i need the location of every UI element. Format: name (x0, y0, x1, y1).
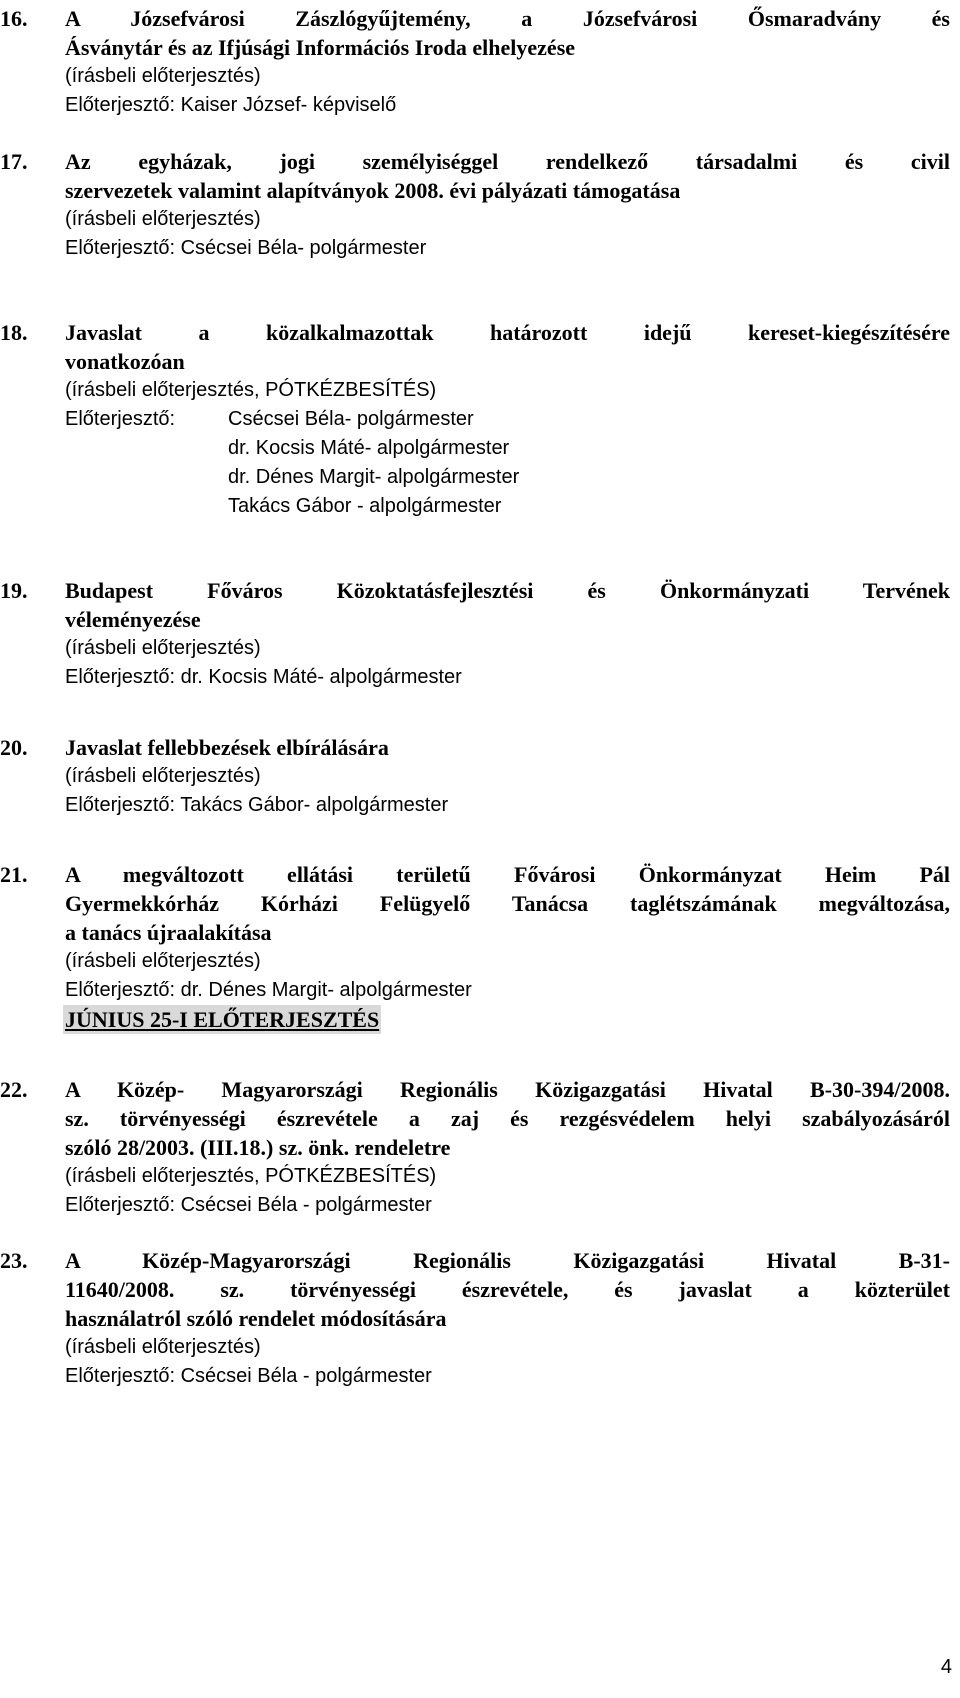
item-title (65, 860, 950, 947)
item-note: (írásbeli előterjesztés) (65, 65, 261, 87)
title-line: használatról szóló rendelet módosítására (65, 1306, 447, 1331)
title-line: Az egyházak, jogi személyiséggel rendelkező társadalmi és civil (65, 149, 950, 174)
item-note: (írásbeli előterjesztés, PÓTKÉZBESÍTÉS) (65, 379, 437, 401)
item-presenter: dr. Dénes Margit- alpolgármester (228, 466, 520, 488)
item-title (65, 4, 950, 62)
title-line: Javaslat a közalkalmazottak határozott idejű kereset-kiegészítésére (65, 320, 950, 345)
item-presenter: Előterjesztő: dr. Kocsis Máté- alpolgármester (65, 666, 462, 688)
item-note: (írásbeli előterjesztés) (65, 1336, 261, 1358)
item-title (65, 147, 950, 205)
item-title (65, 1246, 950, 1333)
item-presenter-label: Előterjesztő: (65, 408, 176, 430)
page-number: 4 (940, 1656, 952, 1678)
item-note: (írásbeli előterjesztés) (65, 637, 261, 659)
item-number: 22. (0, 1077, 28, 1102)
title-line: vonatkozóan (65, 349, 185, 374)
item-presenter: Takács Gábor - alpolgármester (228, 495, 502, 517)
item-title (65, 576, 950, 634)
item-presenter: Előterjesztő: Csécsei Béla - polgármester (65, 1365, 432, 1387)
item-number: 23. (0, 1248, 28, 1273)
title-line: sz. törvényességi észrevétele a zaj és rezgésvédelem helyi szabályozásáról (65, 1106, 950, 1131)
item-number: 18. (0, 320, 28, 345)
item-number: 21. (0, 862, 28, 887)
item-presenter: Csécsei Béla- polgármester (228, 408, 474, 430)
item-presenter: Előterjesztő: Csécsei Béla- polgármester (65, 237, 427, 259)
item-number: 20. (0, 735, 28, 760)
title-line: A megváltozott ellátási területű Fővárosi Önkormányzat Heim Pál (65, 862, 950, 887)
item-note: (írásbeli előterjesztés) (65, 765, 261, 787)
item-title (65, 318, 950, 376)
highlighted-notice: JÚNIUS 25-I ELŐTERJESZTÉS (65, 1007, 380, 1032)
item-number: 17. (0, 149, 28, 174)
title-line: Budapest Főváros Közoktatásfejlesztési és Önkormányzati Tervének (65, 578, 950, 603)
title-line: 11640/2008. sz. törvényességi észrevétele, és javaslat a közterület (65, 1277, 950, 1302)
item-presenter: Előterjesztő: dr. Dénes Margit- alpolgármester (65, 979, 472, 1001)
title-line: A Józsefvárosi Zászlógyűjtemény, a Józsefvárosi Ősmaradvány és (65, 6, 950, 31)
title-line: A Közép- Magyarországi Regionális Közigazgatási Hivatal B-30-394/2008. (65, 1077, 950, 1102)
item-note: (írásbeli előterjesztés, PÓTKÉZBESÍTÉS) (65, 1165, 437, 1187)
item-title (65, 733, 950, 762)
item-presenter: Előterjesztő: Kaiser József- képviselő (65, 94, 397, 116)
item-note: (írásbeli előterjesztés) (65, 208, 261, 230)
title-line: Ásványtár és az Ifjúsági Információs Iroda elhelyezése (65, 35, 576, 60)
item-number: 19. (0, 578, 28, 603)
item-presenter: dr. Kocsis Máté- alpolgármester (228, 437, 510, 459)
title-line: véleményezése (65, 607, 201, 632)
title-line: szervezetek valamint alapítványok 2008. évi pályázati támogatása (65, 178, 681, 203)
item-title (65, 1075, 950, 1162)
item-note: (írásbeli előterjesztés) (65, 950, 261, 972)
item-number: 16. (0, 6, 28, 31)
item-presenter: Előterjesztő: Csécsei Béla - polgármester (65, 1194, 432, 1216)
title-line: Gyermekkórház Kórházi Felügyelő Tanácsa taglétszámának megváltozása, (65, 891, 950, 916)
title-line: A Közép-Magyarországi Regionális Közigazgatási Hivatal B-31- (65, 1248, 950, 1273)
title-line: szóló 28/2003. (III.18.) sz. önk. rendeletre (65, 1135, 451, 1160)
item-presenter: Előterjesztő: Takács Gábor- alpolgármester (65, 794, 449, 816)
title-line: Javaslat fellebbezések elbírálására (65, 735, 389, 760)
title-line: a tanács újraalakítása (65, 920, 272, 945)
